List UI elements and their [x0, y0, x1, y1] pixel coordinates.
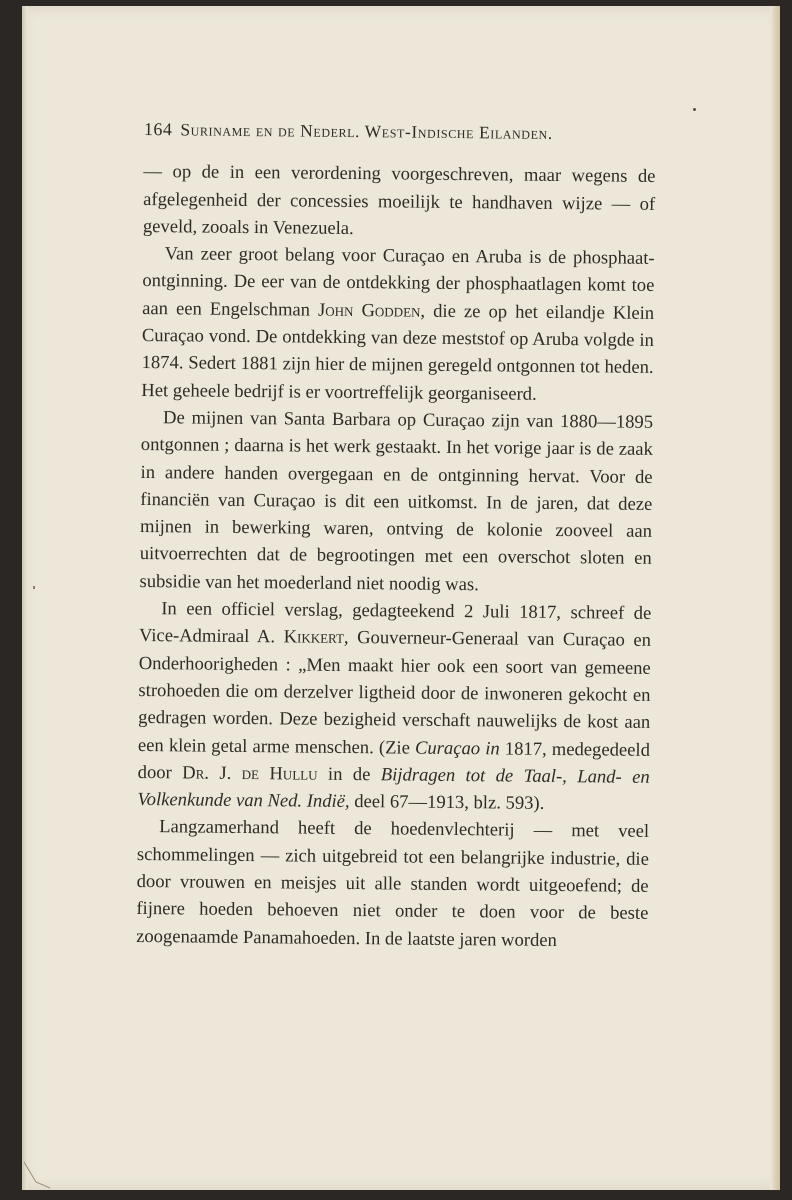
page-number: 164 — [143, 118, 173, 140]
paragraph-3: De mijnen van Santa Barbara op Curaçao zijn van 1880—1895 ontgonnen ; daarna is het werk gestaakt. In het vorige jaar is de zaak in andere handen overgegaan en de ontginning hervat. Voor de financiën van Curaçao is dit een uitkomst. In de jaren, dat deze mijnen in bewerking waren, ontving de kolonie zooveel aan uitvoerrechten dat de begrootingen met een overschot sloten en subsidie van het moederland niet noodig was. — [139, 407, 654, 595]
paragraph-1: — op de in een verordening voorgeschreven, maar wegens de afgelegenheid der concessies moeilijk te handhaven wijze — of geveld, zooals in Venezuela. — [142, 161, 656, 239]
paragraph-2: Van zeer groot belang voor Curaçao en Aruba is de phosphaat-ontginning. De eer van de ontdekking der phosphaatlagen komt toe aan een Engelschman John Godden, die ze op het eilandje Klein Curaçao vond. De ontdekking van deze meststof op Aruba volgde in 1874. Sedert 1881 zijn hier de mijnen geregeld ontgonnen tot heden. Het geheele bedrijf is er voortreffelijk georganiseerd. — [141, 243, 655, 405]
page-right-edge — [770, 6, 780, 1190]
running-title: Suriname en de Nederl. West-Indische Eilanden. — [180, 119, 553, 143]
ink-speck — [693, 108, 696, 111]
person-name-godden: John Godden — [317, 299, 421, 322]
page-text — [136, 116, 656, 955]
italic-title-bijdragen: Bijdragen tot de Taal-, Land- en Volkenkunde van Ned. Indië, — [137, 764, 650, 813]
corner-crease-mark — [22, 1160, 52, 1190]
page-gutter-shadow — [22, 6, 28, 1190]
margin-speck — [33, 586, 35, 589]
paragraph-4: In een officiel verslag, gedagteekend 2 Juli 1817, schreef de Vice-Admiraal A. Kikkert, Gouverneur-Generaal van Curaçao en Onderhoorigheden : „Men maakt hier ook een soort van gemeene strohoeden die om derzelver ligtheid door de inwoneren gekocht en gedragen worden. Deze bezigheid verschaft nauwelijks de kost aan een klein getal arme menschen. (Zie Curaçao in 1817, medegedeeld door Dr. J. de Hullu in de Bijdragen tot de Taal-, Land- en Volkenkunde van Ned. Indië, deel 67—1913, blz. 593). — [137, 598, 652, 814]
person-name-de-hullu: Dr. J. de Hullu — [182, 762, 318, 785]
paragraph-5: Langzamerhand heeft de hoedenvlechterij — met veel schommelingen — zich uitgebreid tot een belangrijke industrie, die door vrouwen en meisjes uit alle standen wordt uitgeoefend; de fijnere hoeden behoeven niet onder te doen voor de beste zoogenaamde Panamahoeden. In de laatste jaren worden — [136, 816, 650, 951]
person-name-kikkert: Kikkert — [283, 626, 345, 649]
italic-title-curacao: Curaçao in — [414, 737, 500, 759]
running-head — [144, 116, 656, 148]
